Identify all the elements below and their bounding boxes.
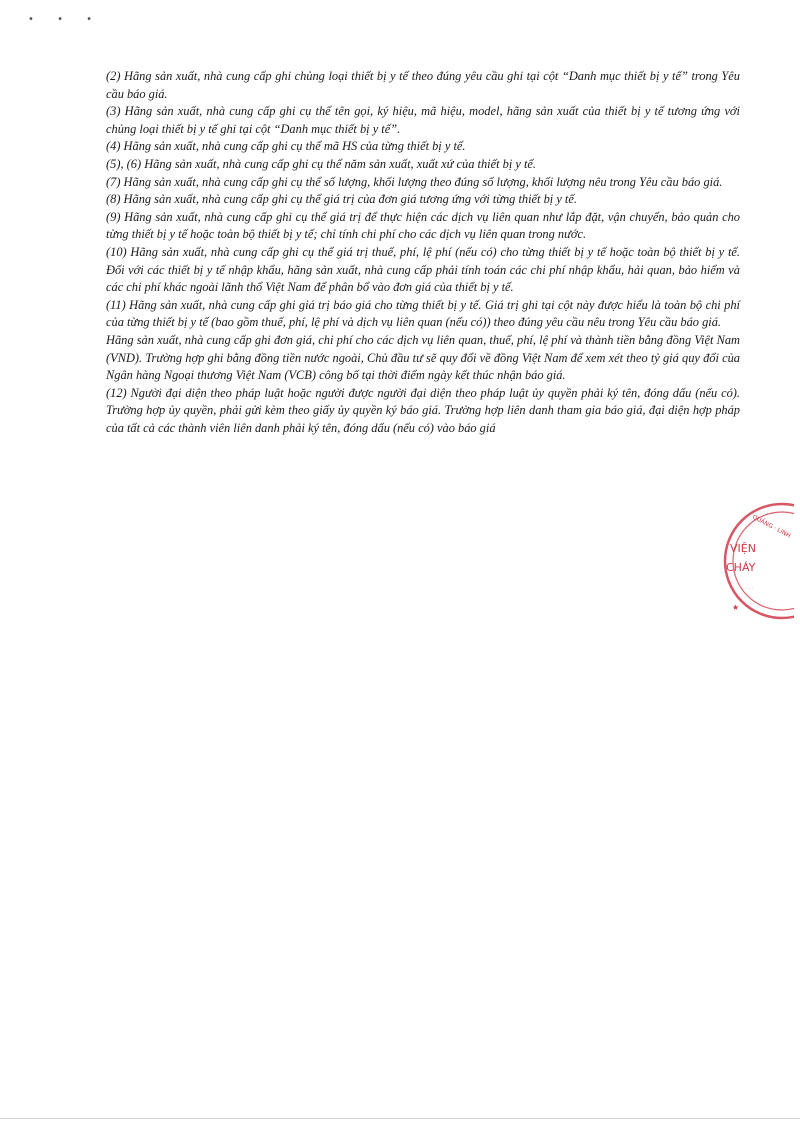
stamp-ring-text: QUẢNG · LINH [751,513,792,540]
note-currency: Hãng sản xuất, nhà cung cấp ghi đơn giá, chi phí cho các dịch vụ liên quan, thuế, phí, lệ phí và thành tiền bằng đồng Việt Nam (VND). Trường hợp ghi bằng đồng tiền nước ngoài, Chủ đầu tư sẽ quy đổi về đồng Việt Nam để xem xét theo tỷ giá quy đổi của Ngân hàng Ngoại thương Việt Nam (VCB) công bố tại thời điểm ngày kết thúc nhận báo giá. [106,332,740,383]
stamp-small-text: · · · · [742,586,754,592]
note-9: (9) Hãng sản xuất, nhà cung cấp ghi cụ thể giá trị để thực hiện các dịch vụ liên quan như lắp đặt, vận chuyển, bảo quản cho từng thiết bị y tế hoặc toàn bộ thiết bị y tế; chỉ tính chi phí cho các dịch vụ liên quan trong nước. [106,209,740,242]
scan-edge-line [0,1118,800,1119]
footnotes-block [106,68,740,437]
note-12: (12) Người đại diện theo pháp luật hoặc người được người đại diện theo pháp luật ủy quyền phải ký tên, đóng dấu (nếu có). Trường hợp ủy quyền, phải gửi kèm theo giấy ủy quyền ký báo giá. Trường hợp liên danh tham gia báo giá, đại diện hợp pháp của tất cả các thành viên liên danh phải ký tên, đóng dấu (nếu có) vào báo giá [106,385,740,435]
note-8: (8) Hãng sản xuất, nhà cung cấp ghi cụ thể giá trị của đơn giá tương ứng với từng thiết bị y tế. [106,192,577,207]
note-4: (4) Hãng sản xuất, nhà cung cấp ghi cụ thể mã HS của từng thiết bị y tế. [106,139,466,154]
note-10: (10) Hãng sản xuất, nhà cung cấp ghi cụ thể giá trị thuế, phí, lệ phí (nếu có) cho từng thiết bị y tế hoặc toàn bộ thiết bị y tế. Đối với các thiết bị y tế nhập khẩu, hãng sản xuất, nhà cung cấp phải tính toán các chi phí nhập khẩu, hải quan, bảo hiểm và các chi phí khác ngoài lãnh thổ Việt Nam để phân bổ vào đơn giá của thiết bị y tế. [106,244,740,295]
note-5-6: (5), (6) Hãng sản xuất, nhà cung cấp ghi cụ thể năm sản xuất, xuất xứ của thiết bị y tế. [106,156,537,171]
stamp-text-line1: VIỆN [730,542,756,555]
stamp-star: ★ [732,603,740,612]
note-11: (11) Hãng sản xuất, nhà cung cấp ghi giá trị báo giá cho từng thiết bị y tế. Giá trị ghi tại cột này được hiểu là toàn bộ chi phí của từng thiết bị y tế (bao gồm thuế, phí, lệ phí và dịch vụ liên quan (nếu có)) theo đúng yêu cầu nêu trong Yêu cầu báo giá. [106,297,740,330]
red-seal-stamp [712,500,794,622]
note-3: (3) Hãng sản xuất, nhà cung cấp ghi cụ thể tên gọi, ký hiệu, mã hiệu, model, hãng sản xuất của thiết bị y tế tương ứng với chủng loại thiết bị y tế ghi tại cột “Danh mục thiết bị y tế”. [106,104,740,136]
stamp-text-line2: CHÁY [726,561,756,574]
note-2: (2) Hãng sản xuất, nhà cung cấp ghi chủng loại thiết bị y tế theo đúng yêu cầu ghi tại cột “Danh mục thiết bị y tế” trong Yêu cầu báo giá. [106,69,740,101]
scan-specks: • • • [28,14,103,25]
note-7: (7) Hãng sản xuất, nhà cung cấp ghi cụ thể số lượng, khối lượng theo đúng số lượng, khối lượng nêu trong Yêu cầu báo giá. [106,174,723,189]
